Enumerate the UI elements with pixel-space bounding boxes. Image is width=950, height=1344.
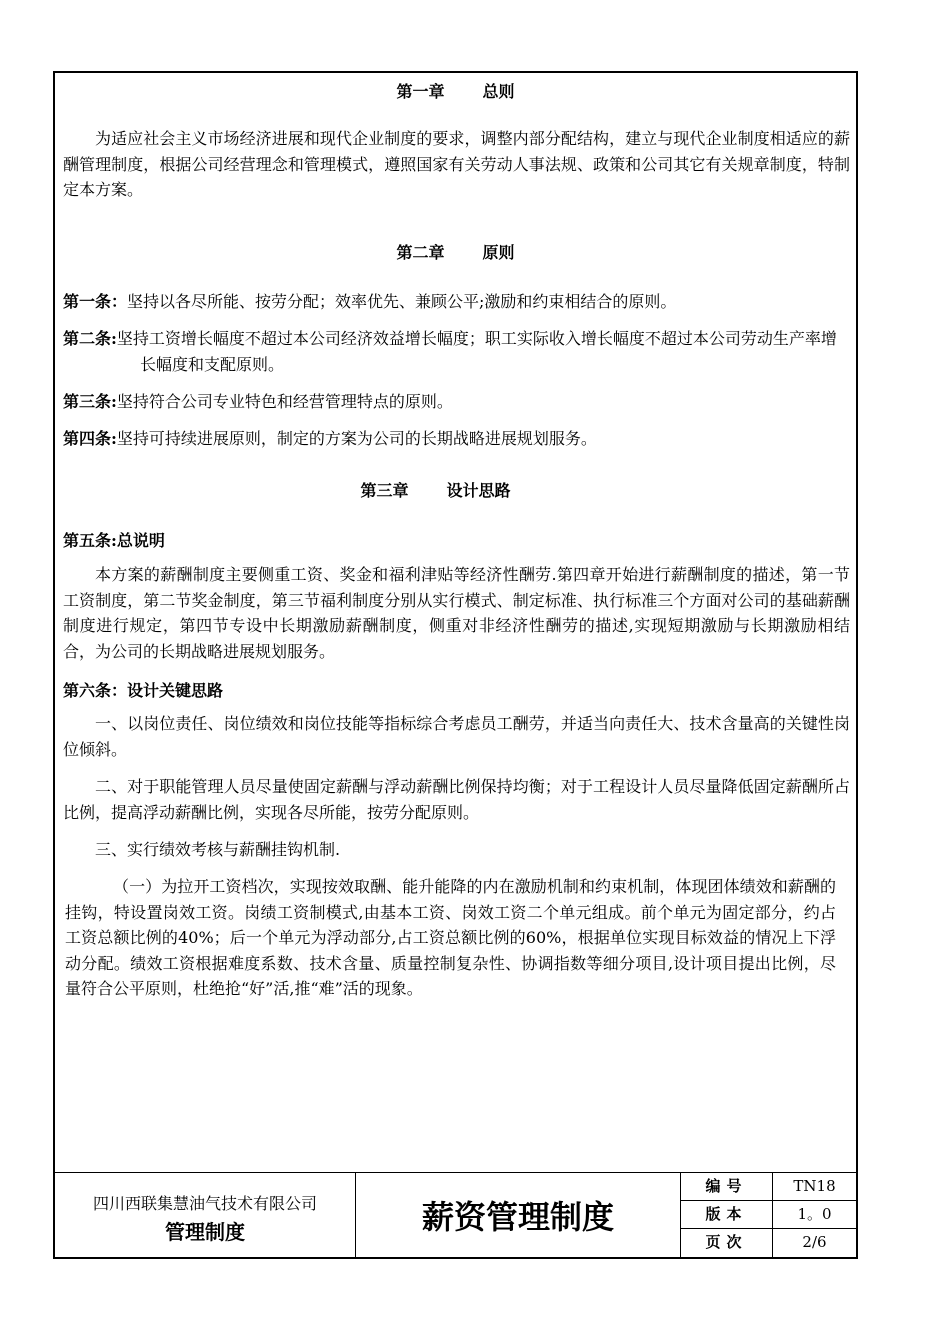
label-number: 编号 bbox=[681, 1173, 773, 1200]
doc-type: 管理制度 bbox=[165, 1220, 245, 1244]
footer-row-version bbox=[681, 1201, 856, 1229]
chapter-1-paragraph: 为适应社会主义市场经济进展和现代企业制度的要求，调整内部分配结构，建立与现代企业制度相适应的薪酬管理制度，根据公司经营理念和管理模式，遵照国家有关劳动人事法规、政策和公司其它有关规章制度，特制定本方案。 bbox=[63, 129, 850, 199]
footer-company-cell bbox=[55, 1173, 356, 1257]
footer-info-cells bbox=[681, 1173, 856, 1257]
footer-row-number bbox=[681, 1173, 856, 1201]
value-version: 1。0 bbox=[797, 1205, 832, 1223]
chapter-2-number: 第二章 bbox=[396, 243, 445, 262]
article-1 bbox=[63, 289, 850, 315]
article-4-key: 第四条: bbox=[63, 429, 117, 448]
document-title: 薪资管理制度 bbox=[356, 1173, 681, 1257]
article-2 bbox=[63, 326, 850, 378]
article-4-text: 坚持可持续进展原则，制定的方案为公司的长期战略进展规划服务。 bbox=[116, 429, 597, 448]
chapter-3-title: 设计思路 bbox=[446, 481, 511, 500]
article-4 bbox=[63, 426, 850, 452]
chapter-2-title: 原则 bbox=[482, 243, 515, 262]
article-3-key: 第三条: bbox=[63, 392, 117, 411]
document-body bbox=[55, 73, 856, 1173]
design-point-1: 一、以岗位责任、岗位绩效和岗位技能等指标综合考虑员工酬劳，并适当向责任大、技术含量高的关键性岗位倾斜。 bbox=[63, 714, 850, 759]
chapter-1-number: 第一章 bbox=[396, 82, 445, 101]
article-6-title: 第六条：设计关键思路 bbox=[63, 681, 224, 700]
page-frame bbox=[53, 71, 858, 1259]
value-number: TN18 bbox=[793, 1177, 836, 1195]
article-3 bbox=[63, 389, 850, 415]
label-page: 页次 bbox=[681, 1229, 773, 1257]
article-5-paragraph: 本方案的薪酬制度主要侧重工资、奖金和福利津贴等经济性酬劳.第四章开始进行薪酬制度的描述，第一节工资制度，第二节奖金制度，第三节福利制度分别从实行模式、制定标准、执行标准三个方面对公司的基础薪酬制度进行规定，第四节专设中长期激励薪酬制度，侧重对非经济性酬劳的描述,实现短期激励与长期激励相结合，为公司的长期战略进展规划服务。 bbox=[63, 565, 850, 661]
footer-table bbox=[55, 1172, 856, 1257]
chapter-3-heading bbox=[15, 478, 856, 501]
company-name: 四川西联集慧油气技术有限公司 bbox=[92, 1194, 317, 1213]
design-point-2: 二、对于职能管理人员尽量使固定薪酬与浮动薪酬比例保持均衡；对于工程设计人员尽量降低固定薪酬所占比例，提高浮动薪酬比例，实现各尽所能，按劳分配原则。 bbox=[63, 777, 850, 822]
design-point-3: 三、实行绩效考核与薪酬挂钩机制. bbox=[95, 840, 341, 859]
article-2-key: 第二条: bbox=[63, 329, 117, 348]
article-5-title: 第五条:总说明 bbox=[63, 531, 165, 550]
article-1-text: 坚持以各尽所能、按劳分配；效率优先、兼顾公平;激励和约束相结合的原则。 bbox=[127, 292, 677, 311]
chapter-2-heading bbox=[55, 240, 856, 263]
value-page: 2/6 bbox=[802, 1233, 827, 1251]
chapter-1-heading bbox=[55, 79, 856, 102]
chapter-1-title: 总则 bbox=[482, 82, 515, 101]
design-point-3-detail: （一）为拉开工资档次，实现按效取酬、能升能降的内在激励机制和约束机制，体现团体绩效和薪酬的挂钩，特设置岗效工资。岗绩工资制模式,由基本工资、岗效工资二个单元组成。前个单元为固定部分，约占工资总额比例的40%；后一个单元为浮动部分,占工资总额比例的60%，根据单位实现目标效益的情况上下浮动分配。绩效工资根据难度系数、技术含量、质量控制复杂性、协调指数等细分项目,设计项目提出比例，尽量符合公平原则，杜绝抢“好”活,推“难”活的现象。 bbox=[65, 877, 836, 998]
article-1-key: 第一条： bbox=[63, 292, 128, 311]
chapter-3-number: 第三章 bbox=[360, 481, 409, 500]
label-version: 版本 bbox=[681, 1201, 773, 1228]
article-3-text: 坚持符合公司专业特色和经营管理特点的原则。 bbox=[116, 392, 453, 411]
article-2-text: 坚持工资增长幅度不超过本公司经济效益增长幅度；职工实际收入增长幅度不超过本公司劳动生产率增长幅度和支配原则。 bbox=[116, 329, 837, 374]
footer-row-page bbox=[681, 1229, 856, 1257]
